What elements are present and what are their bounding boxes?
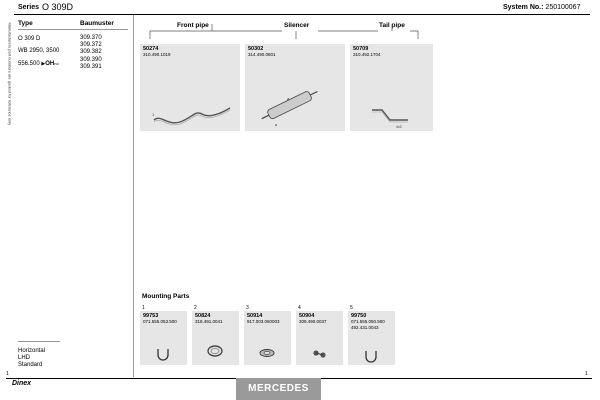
arrow-right-icon: ▶ xyxy=(41,61,46,67)
system-value: 250100067 xyxy=(545,4,581,11)
side-note: Manufacturers part numbers are quoted for reference only xyxy=(7,22,13,126)
mounting-index: 3 xyxy=(246,305,249,311)
part-number-2: 492.431.0043 xyxy=(351,325,379,330)
part-number: 310.490.1019 xyxy=(143,52,171,57)
part-number: 314.490.0501 xyxy=(248,52,276,57)
baumuster-item: 309.372 xyxy=(80,42,102,49)
part-number: 309.490.0037 xyxy=(299,319,327,324)
part-number: 071.555.053.500 xyxy=(143,319,177,324)
series-value: O 309D xyxy=(42,2,74,12)
part-code: 99750 xyxy=(351,313,367,319)
category-silencer: Silencer xyxy=(284,22,310,29)
brand-bar: MERCEDES xyxy=(236,378,321,400)
category-tail-pipe: Tail pipe xyxy=(379,22,405,29)
mounting-panel-3[interactable] xyxy=(244,311,291,365)
type-item-2: WB 2950, 3500 xyxy=(18,48,60,54)
callout: 1 xyxy=(152,112,155,117)
type-suffix: OH xyxy=(45,61,55,67)
part-panel-tail-pipe[interactable] xyxy=(350,44,433,131)
type-header: Type xyxy=(18,20,33,27)
baumuster-item: 309.382 xyxy=(80,49,102,56)
mounting-index: 5 xyxy=(350,305,353,311)
part-code: 50914 xyxy=(247,313,263,319)
config-list xyxy=(18,348,45,370)
part-code: 50824 xyxy=(195,313,211,319)
part-code: 50904 xyxy=(299,313,315,319)
tail-pipe-drawing-icon xyxy=(350,44,433,131)
config-rule xyxy=(18,341,60,342)
page-number-right: 1 xyxy=(585,371,588,377)
page-number-left: 1 xyxy=(6,371,9,377)
mounting-panel-2[interactable] xyxy=(192,311,239,365)
dinex-logo: Dinex xyxy=(12,380,32,387)
mounting-panel-5[interactable] xyxy=(348,311,395,365)
part-number: 310.492.1704 xyxy=(353,52,381,57)
type-item-1: O 309 D xyxy=(18,36,41,42)
clamp-icon xyxy=(140,311,187,365)
mounting-index: 4 xyxy=(298,305,301,311)
baumuster-item: 309.391 xyxy=(80,63,102,70)
gasket-icon xyxy=(244,311,291,365)
mounting-parts-title: Mounting Parts xyxy=(142,293,190,300)
part-number: 318.491.0041 xyxy=(195,319,223,324)
category-front-pipe: Front pipe xyxy=(177,22,209,29)
band-clamp-icon xyxy=(192,311,239,365)
rubber-mount-icon xyxy=(296,311,343,365)
baumuster-header: Baumuster xyxy=(80,20,114,27)
mounting-index: 1 xyxy=(142,305,145,311)
mounting-panel-1[interactable] xyxy=(140,311,187,365)
mounting-index: 2 xyxy=(194,305,197,311)
system-label: System No.: xyxy=(503,4,544,11)
part-panel-front-pipe[interactable] xyxy=(140,44,240,131)
config-item: Horizontal xyxy=(18,348,46,354)
part-panel-silencer[interactable] xyxy=(245,44,345,131)
callout: ø xyxy=(275,123,278,127)
config-item: LHD xyxy=(18,355,31,362)
part-number: 071.555.050.500 xyxy=(351,319,385,324)
part-number: 917.003.060003 xyxy=(247,319,280,324)
series-label: Series xyxy=(18,4,40,11)
baumuster-item: 309.390 xyxy=(80,56,102,63)
type-suffix-small: no xyxy=(54,61,59,66)
clamp-icon xyxy=(348,311,395,365)
baumuster-item: 309.370 xyxy=(80,35,102,41)
part-code: 50274 xyxy=(143,46,159,52)
part-code: 50302 xyxy=(248,46,264,52)
part-code: 50709 xyxy=(353,46,369,52)
type-item-3-text: 556.500 xyxy=(18,61,40,67)
callout: 4x2 xyxy=(396,125,402,129)
mounting-panel-4[interactable] xyxy=(296,311,343,365)
config-item: Standard xyxy=(18,362,43,369)
part-code: 99753 xyxy=(143,313,159,319)
front-pipe-drawing-icon xyxy=(140,44,240,131)
silencer-drawing-icon xyxy=(245,44,345,131)
callout: ø xyxy=(287,97,290,101)
